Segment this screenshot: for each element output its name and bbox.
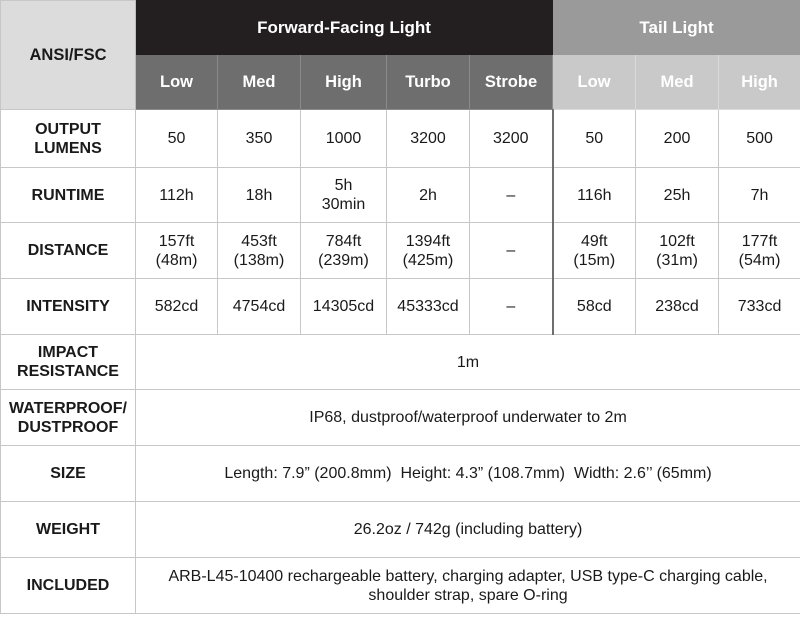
row-label-included: INCLUDED bbox=[1, 558, 136, 614]
table-cell: 784ft (239m) bbox=[301, 223, 387, 279]
forward-light-header: Forward-Facing Light bbox=[136, 1, 553, 55]
table-cell: 177ft (54m) bbox=[719, 223, 800, 279]
table-cell: 350 bbox=[218, 110, 301, 168]
mode-header-forward-high: High bbox=[301, 55, 387, 110]
table-cell: – bbox=[470, 279, 553, 335]
table-cell: 7h bbox=[719, 168, 800, 223]
row-label-impact-resistance: IMPACT RESISTANCE bbox=[1, 335, 136, 390]
mode-header-tail-med: Med bbox=[636, 55, 719, 110]
mode-header-forward-low: Low bbox=[136, 55, 218, 110]
table-cell: 102ft (31m) bbox=[636, 223, 719, 279]
table-cell: 582cd bbox=[136, 279, 218, 335]
mode-header-forward-med: Med bbox=[218, 55, 301, 110]
size-row bbox=[1, 446, 800, 502]
table-cell: 500 bbox=[719, 110, 800, 168]
table-cell: 116h bbox=[553, 168, 636, 223]
mode-header-tail-high: High bbox=[719, 55, 800, 110]
mode-header-tail-low: Low bbox=[553, 55, 636, 110]
size-value: Length: 7.9” (200.8mm) Height: 4.3” (108.7mm) Width: 2.6’’ (65mm) bbox=[136, 446, 800, 502]
row-label-output-lumens: OUTPUT LUMENS bbox=[1, 110, 136, 168]
table-cell: 5h 30min bbox=[301, 168, 387, 223]
table-cell: 453ft (138m) bbox=[218, 223, 301, 279]
row-label-runtime: RUNTIME bbox=[1, 168, 136, 223]
table-cell: 112h bbox=[136, 168, 218, 223]
table-cell: 50 bbox=[553, 110, 636, 168]
table-cell: 14305cd bbox=[301, 279, 387, 335]
waterproof-row bbox=[1, 390, 800, 446]
table-cell: 49ft (15m) bbox=[553, 223, 636, 279]
table-cell: 3200 bbox=[470, 110, 553, 168]
row-label-intensity: INTENSITY bbox=[1, 279, 136, 335]
row-label-waterproof: WATERPROOF/ DUSTPROOF bbox=[1, 390, 136, 446]
output-lumens-row bbox=[1, 110, 800, 168]
group-header-row bbox=[1, 1, 800, 55]
table-cell: – bbox=[470, 223, 553, 279]
table-cell: 1000 bbox=[301, 110, 387, 168]
table-cell: 200 bbox=[636, 110, 719, 168]
distance-row bbox=[1, 223, 800, 279]
weight-value: 26.2oz / 742g (including battery) bbox=[136, 502, 800, 558]
corner-header: ANSI/FSC bbox=[1, 1, 136, 110]
table-cell: 3200 bbox=[387, 110, 470, 168]
impact-resistance-row bbox=[1, 335, 800, 390]
table-cell: 25h bbox=[636, 168, 719, 223]
table-cell: 4754cd bbox=[218, 279, 301, 335]
mode-header-forward-strobe: Strobe bbox=[470, 55, 553, 110]
table-cell: 45333cd bbox=[387, 279, 470, 335]
included-row bbox=[1, 558, 800, 614]
weight-row bbox=[1, 502, 800, 558]
table-cell: 18h bbox=[218, 168, 301, 223]
mode-header-forward-turbo: Turbo bbox=[387, 55, 470, 110]
tail-light-header: Tail Light bbox=[553, 1, 800, 55]
table-cell: 2h bbox=[387, 168, 470, 223]
waterproof-value: IP68, dustproof/waterproof underwater to 2m bbox=[136, 390, 800, 446]
impact-resistance-value: 1m bbox=[136, 335, 800, 390]
table-cell: 733cd bbox=[719, 279, 800, 335]
table-cell: 50 bbox=[136, 110, 218, 168]
table-cell: 157ft (48m) bbox=[136, 223, 218, 279]
included-value: ARB-L45-10400 rechargeable battery, charging adapter, USB type-C charging cable, shoulder strap, spare O-ring bbox=[136, 558, 800, 614]
table-cell: 58cd bbox=[553, 279, 636, 335]
runtime-row bbox=[1, 168, 800, 223]
row-label-distance: DISTANCE bbox=[1, 223, 136, 279]
intensity-row bbox=[1, 279, 800, 335]
table-cell: 238cd bbox=[636, 279, 719, 335]
row-label-weight: WEIGHT bbox=[1, 502, 136, 558]
row-label-size: SIZE bbox=[1, 446, 136, 502]
table-cell: 1394ft (425m) bbox=[387, 223, 470, 279]
table-cell: – bbox=[470, 168, 553, 223]
